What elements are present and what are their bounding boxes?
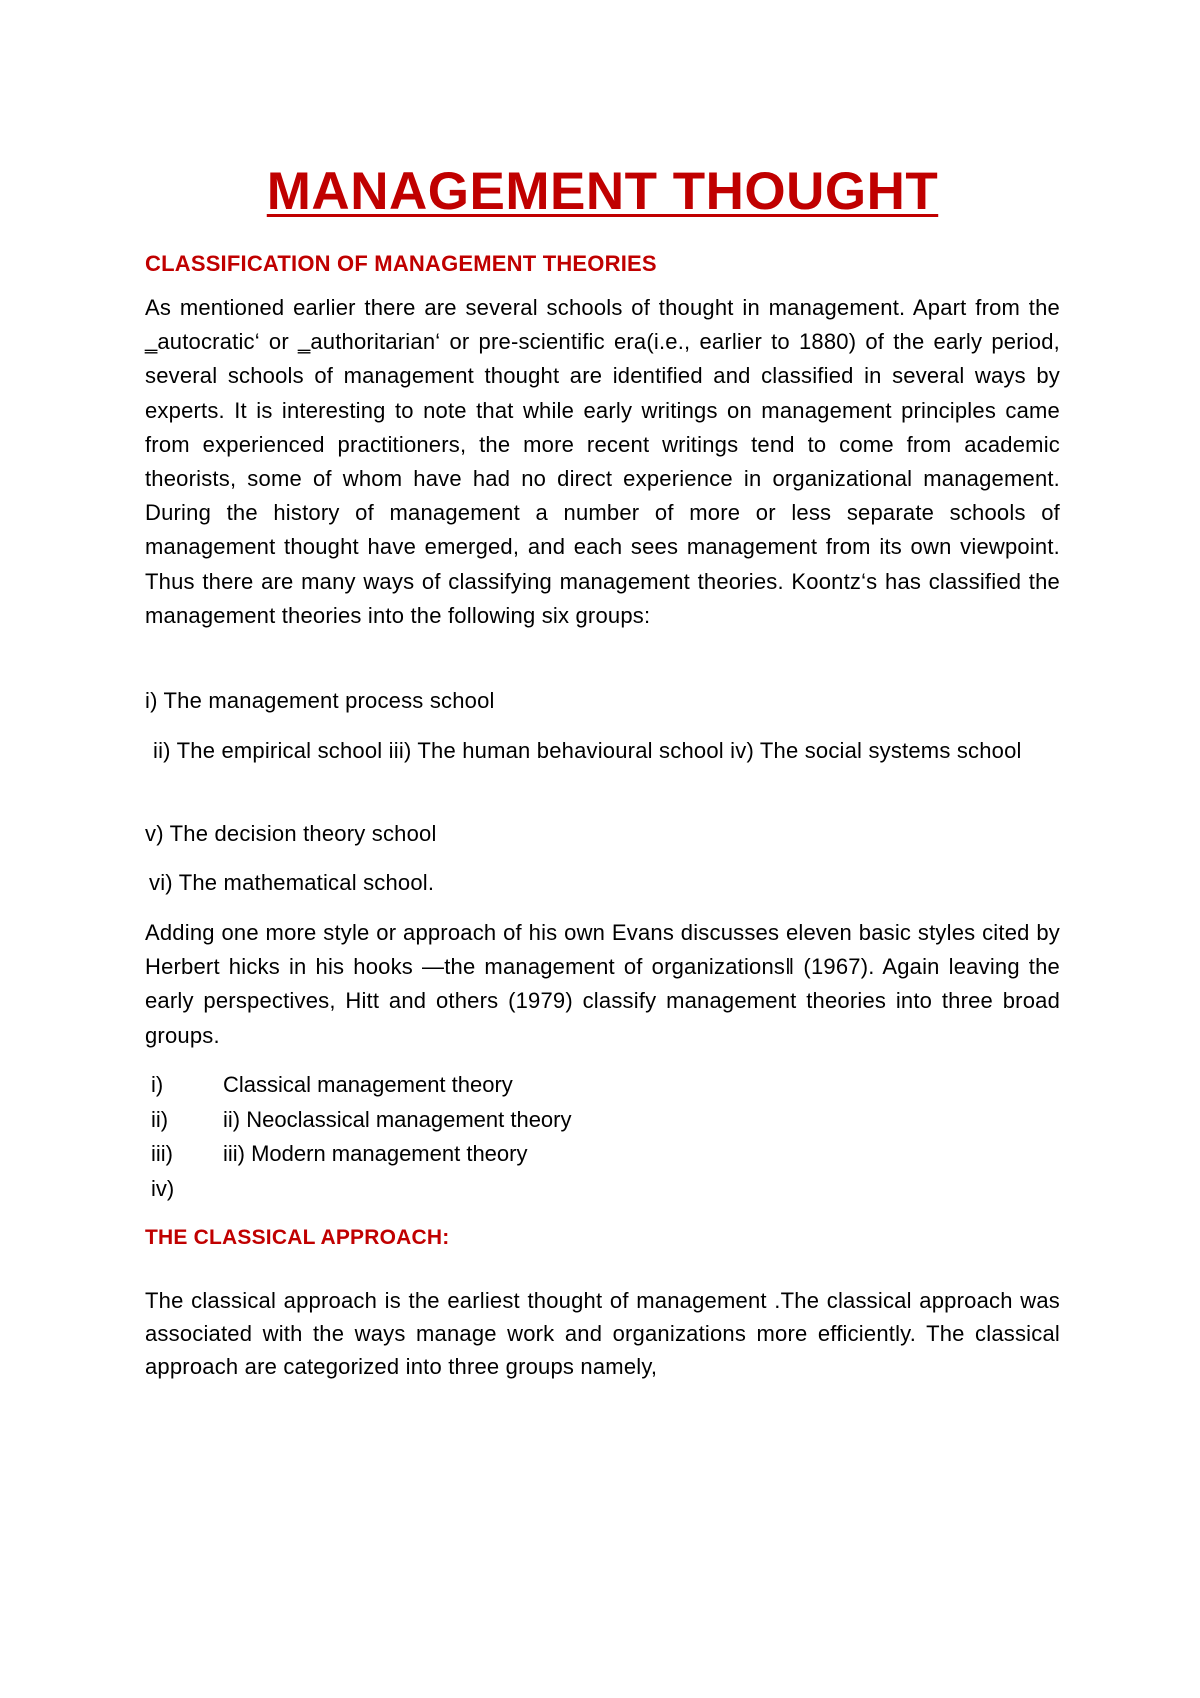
section-heading-classification: CLASSIFICATION OF MANAGEMENT THEORIES [145, 251, 657, 276]
evans-paragraph: Adding one more style or approach of his own Evans discusses eleven basic styles cited by Herbert hicks in his hooks —the management of organizations‖ (1967). Again leaving the early perspectives, Hitt and others (1979) classify management theories into three broad groups. [145, 920, 1060, 1048]
list-item-text: iii) Modern management theory [223, 1141, 528, 1166]
list-item-text: ii) Neoclassical management theory [223, 1106, 572, 1132]
koontz-group-1: i) The management process school [145, 688, 495, 713]
classical-approach-paragraph: The classical approach is the earliest thought of management .The classical approach was associated with the ways manage work and organizations more efficiently. The classical approach are categorized into three groups namely, [145, 1288, 1060, 1379]
list-item [145, 1172, 572, 1207]
list-item-number: iv) [151, 1175, 175, 1201]
list-item [145, 1103, 572, 1138]
intro-paragraph: As mentioned earlier there are several schools of thought in management. Apart from the ‗autocratic‘ or ‗authoritarian‘ or pre-scientific era(i.e., earlier to 1880) of the early period, several schools of management thought are identified and classified in several ways by experts. It is interesting to note that while early writings on management principles came from experienced practitioners, the more recent writings tend to come from academic theorists, some of whom have had no direct experience in organizational management. During the history of management a number of more or less separate schools of management thought have emerged, and each sees management from its own viewpoint. Thus there are many ways of classifying management theories. Koontz‘s has classified the management theories into the following six groups: [145, 295, 1060, 628]
list-item-number: iii) [151, 1141, 173, 1166]
document-title-text: MANAGEMENT THOUGHT [266, 162, 939, 221]
list-item [145, 1137, 572, 1172]
broad-groups-list [145, 1068, 572, 1206]
list-item-number: ii) [151, 1106, 169, 1132]
koontz-group-2: ii) The empirical school iii) The human behavioural school iv) The social systems school [153, 738, 1022, 763]
list-item-text: Classical management theory [223, 1072, 513, 1097]
section-heading-classical-approach: THE CLASSICAL APPROACH: [145, 1226, 450, 1249]
koontz-group-4: vi) The mathematical school. [149, 870, 435, 895]
document-title [145, 160, 1060, 224]
list-item [145, 1068, 572, 1103]
koontz-group-3: v) The decision theory school [145, 821, 437, 846]
list-item-number: i) [151, 1072, 164, 1097]
